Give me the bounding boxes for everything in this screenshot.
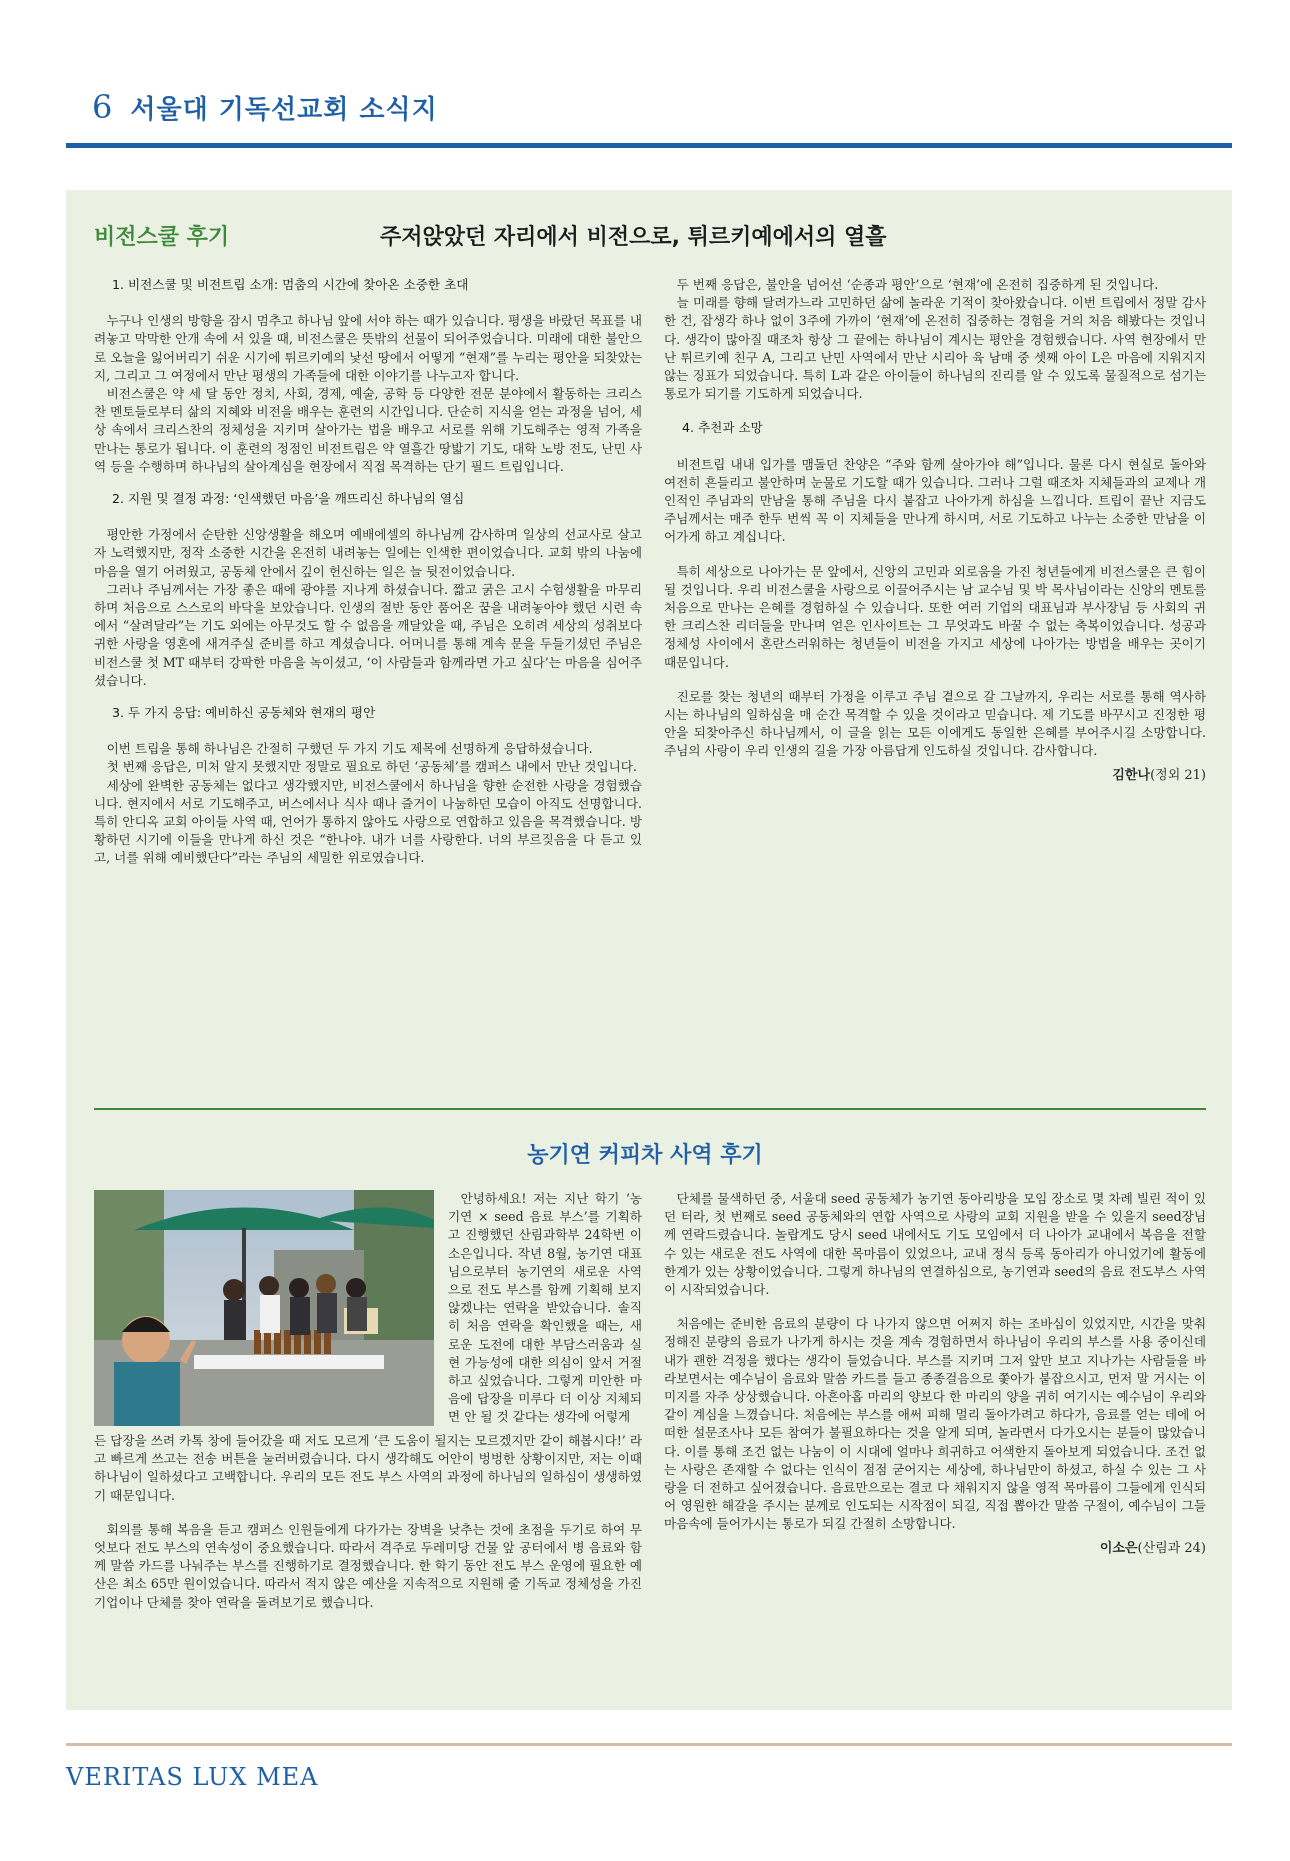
footer-motto: VERITAS LUX MEA: [66, 1763, 319, 1791]
author-info: (산림과 24): [1137, 1540, 1206, 1556]
article1-paragraph: 특히 세상으로 나아가는 문 앞에서, 신앙의 고민과 외로움을 가진 청년들에게 비전스쿨은 큰 힘이 될 것입니다. 우리 비전스쿨을 사랑으로 이끌어주시는 남 교수님 및 박 목사님이라는 신앙의 멘토를 처음으로 만나는 은혜를 경험하실 수 있습니다. 또한 여러 기업의 대표님과 부사장님 등 사회의 귀한 크리스찬 리더들을 만나며 얻은 인사이트는 그 무엇과도 바꿀 수 없는 축복이었습니다. 성공과 정체성 사이에서 혼란스러워하는 청년들이 비전을 가지고 세상에 나아가는 방법을 배우는 곳이기 때문입니다.: [664, 563, 1206, 670]
article1-column-left: [94, 276, 642, 868]
author-info: (정외 21): [1150, 767, 1206, 783]
article2-paragraph: 안녕하세요! 저는 지난 학기 ‘농기연 × seed 음료 부스’를 기획하고 진행했던 산림과학부 24학번 이소은입니다. 작년 8월, 농기연 대표님으로부터 농기연의 새로운 사역으로 전도 부스를 함께 기획해 보지 않겠냐는 연락을 받았습니다. 솔직히 처음 연락을 확인했을 때는, 새로운 도전에 대한 부담스러움과 실현 가능성에 대한 의심이 앞서 거절하고 싶었습니다. 그렇게 미안한 마음에 답장을 미루다 더 이상 지체되면 안 될 것 같다는 생각에 어렇게: [448, 1191, 642, 1425]
article1-paragraph: 비전스쿨은 약 세 달 동안 정치, 사회, 경제, 예술, 공학 등 다양한 전문 분야에서 활동하는 크리스찬 멘토들로부터 삶의 지혜와 비전을 배우는 훈련의 시간입니다. 단순히 지식을 얻는 과정을 넘어, 세상 속에서 크리스찬의 정체성을 지키며 살아가는 법을 배우고 서로를 위해 기도해주는 영적 가족을 만나는 통로가 됩니다. 이 훈련의 정점인 비전트립은 약 열흘간 땅밟기 기도, 대학 노방 전도, 난민 사역 등을 수행하며 하나님의 살아계심을 현장에서 직접 목격하는 단기 필드 트립입니다.: [94, 386, 642, 474]
author-name: 김한나: [1112, 767, 1151, 783]
article2-paragraph: 든 답장을 쓰려 카톡 창에 들어갔을 때 저도 모르게 ‘큰 도움이 될지는 모르겠지만 같이 해봅시다!’ 라고 빠르게 쓰고는 전송 버튼을 눌러버렸습니다. 다시 생각해도 어안이 벙벙한 상황이지만, 저는 이때 하나님이 일하셨다고 고백합니다. 우리의 모든 전도 부스 사역의 과정에 하나님의 일하심이 생생하였기 때문입니다.: [94, 1433, 642, 1503]
article1-heading-2: 2. 지원 및 결정 과정: ‘인색했던 마음’을 깨뜨리신 하나님의 열심: [112, 491, 465, 507]
article1-paragraph: 늘 미래를 향해 달려가느라 고민하던 삶에 놀라운 기적이 찾아왔습니다. 이번 트립에서 정말 감사한 건, 잡생각 하나 없이 3주에 가까이 ‘현재’에 온전히 집중하는 경험을 거의 처음 해봤다는 것입니다. 생각이 많아질 때조차 항상 그 끝에는 하나님이 계시는 평안을 경험했습니다. 사역 현장에서 만난 튀르키예 친구 A, 그리고 난민 사역에서 만난 시리아 육 남매 중 셋째 아이 L은 마음에 지워지지 않는 징표가 되었습니다. 특히 L과 같은 아이들이 하나님의 진리를 알 수 있도록 물질적으로 섬기는 통로가 되기를 기도하게 되었습니다.: [664, 295, 1206, 402]
article2-paragraph: 회의를 통해 복음을 듣고 캠퍼스 인원들에게 다가가는 장벽을 낮추는 것에 초점을 두기로 하여 무엇보다 전도 부스의 연속성이 중요했습니다. 따라서 격주로 두레미당 건물 앞 공터에서 병 음료와 함께 말씀 카드를 나눠주는 부스를 진행하기로 결정했습니다. 한 학기 동안 전도 부스 운영에 필요한 예산은 최소 65만 원이었습니다. 따라서 적지 않은 예산을 지속적으로 지원해 줄 기독교 정체성을 가진 기업이나 단체를 찾아 연락을 돌려보기로 했습니다.: [94, 1521, 642, 1610]
article2-column-left-top: [448, 1190, 642, 1427]
article2-paragraph: 처음에는 준비한 음료의 분량이 다 나가지 않으면 어쩌지 하는 조바심이 있었지만, 시간을 맞춰 정해진 분량의 음료가 나가게 하시는 것을 계속 경험하면서 하나님이 우리의 부스를 사용 중이신데 내가 괜한 걱정을 했다는 생각이 들었습니다. 부스를 지키며 그저 앞만 보고 지나가는 사람들을 바라보면서는 예수님이 음료와 말씀 카드를 들고 종종걸음으로 쫓아가 붙잡으시고, 먼저 말 거시는 이미지를 자주 상상했습니다. 아흔아홉 마리의 양보다 한 마리의 양을 귀히 여기시는 예수님이 우리와 같이 계심을 느꼈습니다. 처음에는 부스를 애써 피해 멀리 돌아가려고 하다가, 음료를 얻는 데에 어떠한 설문조사나 모든 참여가 불필요하다는 것을 알게 되며, 놀라면서 다가오시는 분들이 많았습니다. 이를 통해 조건 없는 나눔이 이 시대에 얼마나 희귀하고 어색한지 돌아보게 되었습니다. 조건 없는 사랑은 존재할 수 없다는 인식이 점점 굳어지는 세상에, 하나님만이 하셨고, 하실 수 있는 그 사랑을 더 전하고 싶어졌습니다. 음료만으로는 결코 다 채워지지 않을 영적 목마름이 그들에게 인식되어 영원한 해갈을 주시는 분께로 인도되는 시작점이 되길, 직접 뽑아간 말씀 구절이, 예수님이 그들 마음속에 들어가시는 통로가 되길 간절히 소망합니다.: [664, 1316, 1206, 1532]
article1-title: 주저앉았던 자리에서 비전으로, 튀르키예에서의 열흘: [380, 225, 887, 250]
footer-divider: [66, 1743, 1232, 1746]
article1-heading-4: 4. 추천과 소망: [682, 420, 763, 436]
article1-paragraph: 세상에 완벽한 공동체는 없다고 생각했지만, 비전스쿨에서 하나님을 향한 순전한 사랑을 경험했습니다. 현지에서 서로 기도해주고, 버스에서나 식사 때나 즐거이 나눔하던 모습이 아직도 선명합니다. 특히 안디옥 교회 아이들 사역 때, 언어가 통하지 않아도 사랑으로 연합하고 있음을 목격했습니다. 방황하던 시기에 이들을 만나게 하신 것은 “한나야. 내가 너를 사랑한다. 너의 부르짖음을 다 듣고 있고, 너를 위해 예비했단다”라는 주님의 세밀한 위로였습니다.: [94, 777, 642, 866]
photo-illustration: [94, 1190, 434, 1426]
article1-author: [664, 767, 1206, 785]
article2-title: 농기연 커피차 사역 후기: [527, 1143, 763, 1168]
article1-heading-1: 1. 비전스쿨 및 비전트립 소개: 멈춤의 시간에 찾아온 소중한 초대: [112, 277, 469, 292]
article1-heading-3: 3. 두 가지 응답: 예비하신 공동체와 현재의 평안: [112, 705, 376, 721]
article1-paragraph: 두 번째 응답은, 불안을 넘어선 ‘순종과 평안’으로 ‘현재’에 온전히 집중하게 된 것입니다.: [676, 277, 1159, 292]
article2-paragraph: 단체를 물색하던 중, 서울대 seed 공동체가 농기연 동아리방을 모임 장소로 몇 차례 빌린 적이 있던 터라, 첫 번째로 seed 공동체와의 연합 사역으로 사랑의 교회 지원을 받을 수 있을지 seed장님께 연락드렸습니다. 놀랍게도 당시 seed 내에서도 기도 모임에서 더 나아가 교내에서 복음을 전할 수 있는 새로운 전도 사역에 대한 목마름이 있었으나, 교내 정식 등록 동아리가 아니었기에 활동에 한계가 있는 상황이었습니다. 그렇게 하나님의 연결하심으로, 농기연과 seed의 음료 전도부스 사역이 시작되었습니다.: [664, 1191, 1206, 1298]
section-label: 비전스쿨 후기: [94, 225, 230, 250]
article1-paragraph: 이번 트립을 통해 하나님은 간절히 구했던 두 가지 기도 제목에 선명하게 응답하셨습니다.: [106, 741, 593, 757]
article-divider: [94, 1108, 1206, 1110]
newsletter-title: 서울대 기독선교회 소식지: [130, 95, 438, 125]
author-name: 이소은: [1099, 1540, 1138, 1556]
article1-paragraph: 평안한 가정에서 순탄한 신앙생활을 해오며 예배에셀의 하나님께 감사하며 일상의 선교사로 살고자 노력했지만, 정작 소중한 시간을 온전히 내려놓는 일에는 인색한 편이었습니다. 교회 밖의 나눔에 마음을 열기 어려웠고, 공동체 안에서 깊이 헌신하는 일은 늘 뒷전이었습니다.: [94, 527, 642, 579]
article2-column-right: [664, 1190, 1206, 1558]
article1-paragraph: 비전트립 내내 입가를 맴돌던 찬양은 “주와 함께 살아가야 해”입니다. 물론 다시 현실로 돌아와 여전히 흔들리고 불안하며 눈물로 기도할 때가 있습니다. 그러나 그럴 때조차 지체들과의 교제나 개인적인 주님과의 만남을 통해 주님을 다시 붙잡고 나아가게 하심을 느낍니다. 트립이 끝난 지금도 주님께서는 매주 한두 번씩 꼭 이 지체들을 만나게 하시며, 서로 기도하고 나누는 소중한 만남을 이어가게 하고 계십니다.: [664, 456, 1206, 545]
group-photo-image: [94, 1190, 434, 1426]
header-divider: [66, 143, 1232, 148]
page-header: [92, 88, 438, 128]
article2-author: [664, 1540, 1206, 1558]
page-number: 6: [92, 88, 113, 126]
article1-paragraph: 첫 번째 응답은, 미처 알지 못했지만 정말로 필요로 하던 ‘공동체’를 캠퍼스 내에서 만난 것입니다.: [106, 759, 637, 775]
article1-paragraph: 진로를 찾는 청년의 때부터 가정을 이루고 주님 곁으로 갈 그날까지, 우리는 서로를 통해 역사하시는 하나님의 일하심을 매 순간 목격할 수 있을 것이라고 믿습니다. 제 기도를 바꾸시고 진정한 평안을 되찾아주신 하나님께서, 이 글을 읽는 모든 이에게도 동일한 은혜를 부어주시길 소망합니다. 주님의 사랑이 우리 인생의 길을 가장 아름답게 인도하실 것입니다. 감사합니다.: [664, 688, 1206, 759]
article1-paragraph: 누구나 인생의 방향을 잠시 멈추고 하나님 앞에 서야 하는 때가 있습니다. 평생을 바랐던 목표를 내려놓고 막막한 안개 속에 서 있을 때, 비전스쿨은 뜻밖의 선물이 되어주었습니다. 미래에 대한 불안으로 오늘을 잃어버리기 쉬운 시기에 튀르키예의 낯선 땅에서 어떻게 “현재”를 누리는 평안을 되찾았는지, 그리고 그 여정에서 만난 평생의 가족들에 대한 이야기를 나누고자 합니다.: [94, 313, 642, 383]
article1-paragraph: 그러나 주님께서는 가장 좋은 때에 광야를 지나게 하셨습니다. 짧고 굵은 고시 수험생활을 마무리하며 처음으로 스스로의 바닥을 보았습니다. 인생의 절반 동안 품어온 꿈을 내려놓아야 했던 시련 속에서 “살려달라”는 기도 외에는 아무것도 할 수 없음을 깨달았을 때, 주님은 오히려 세상의 성취보다 귀한 사랑을 영혼에 새겨주실 준비를 하고 계셨습니다. 어머니를 통해 계속 문을 두들기셨던 주님은 비전스쿨 첫 MT 때부터 강팍한 마음을 녹이셨고, ‘이 사람들과 함께라면 가고 싶다’는 마음을 심어주셨습니다.: [94, 581, 642, 688]
article2-column-left: [94, 1432, 642, 1612]
article1-column-right: [664, 276, 1206, 785]
